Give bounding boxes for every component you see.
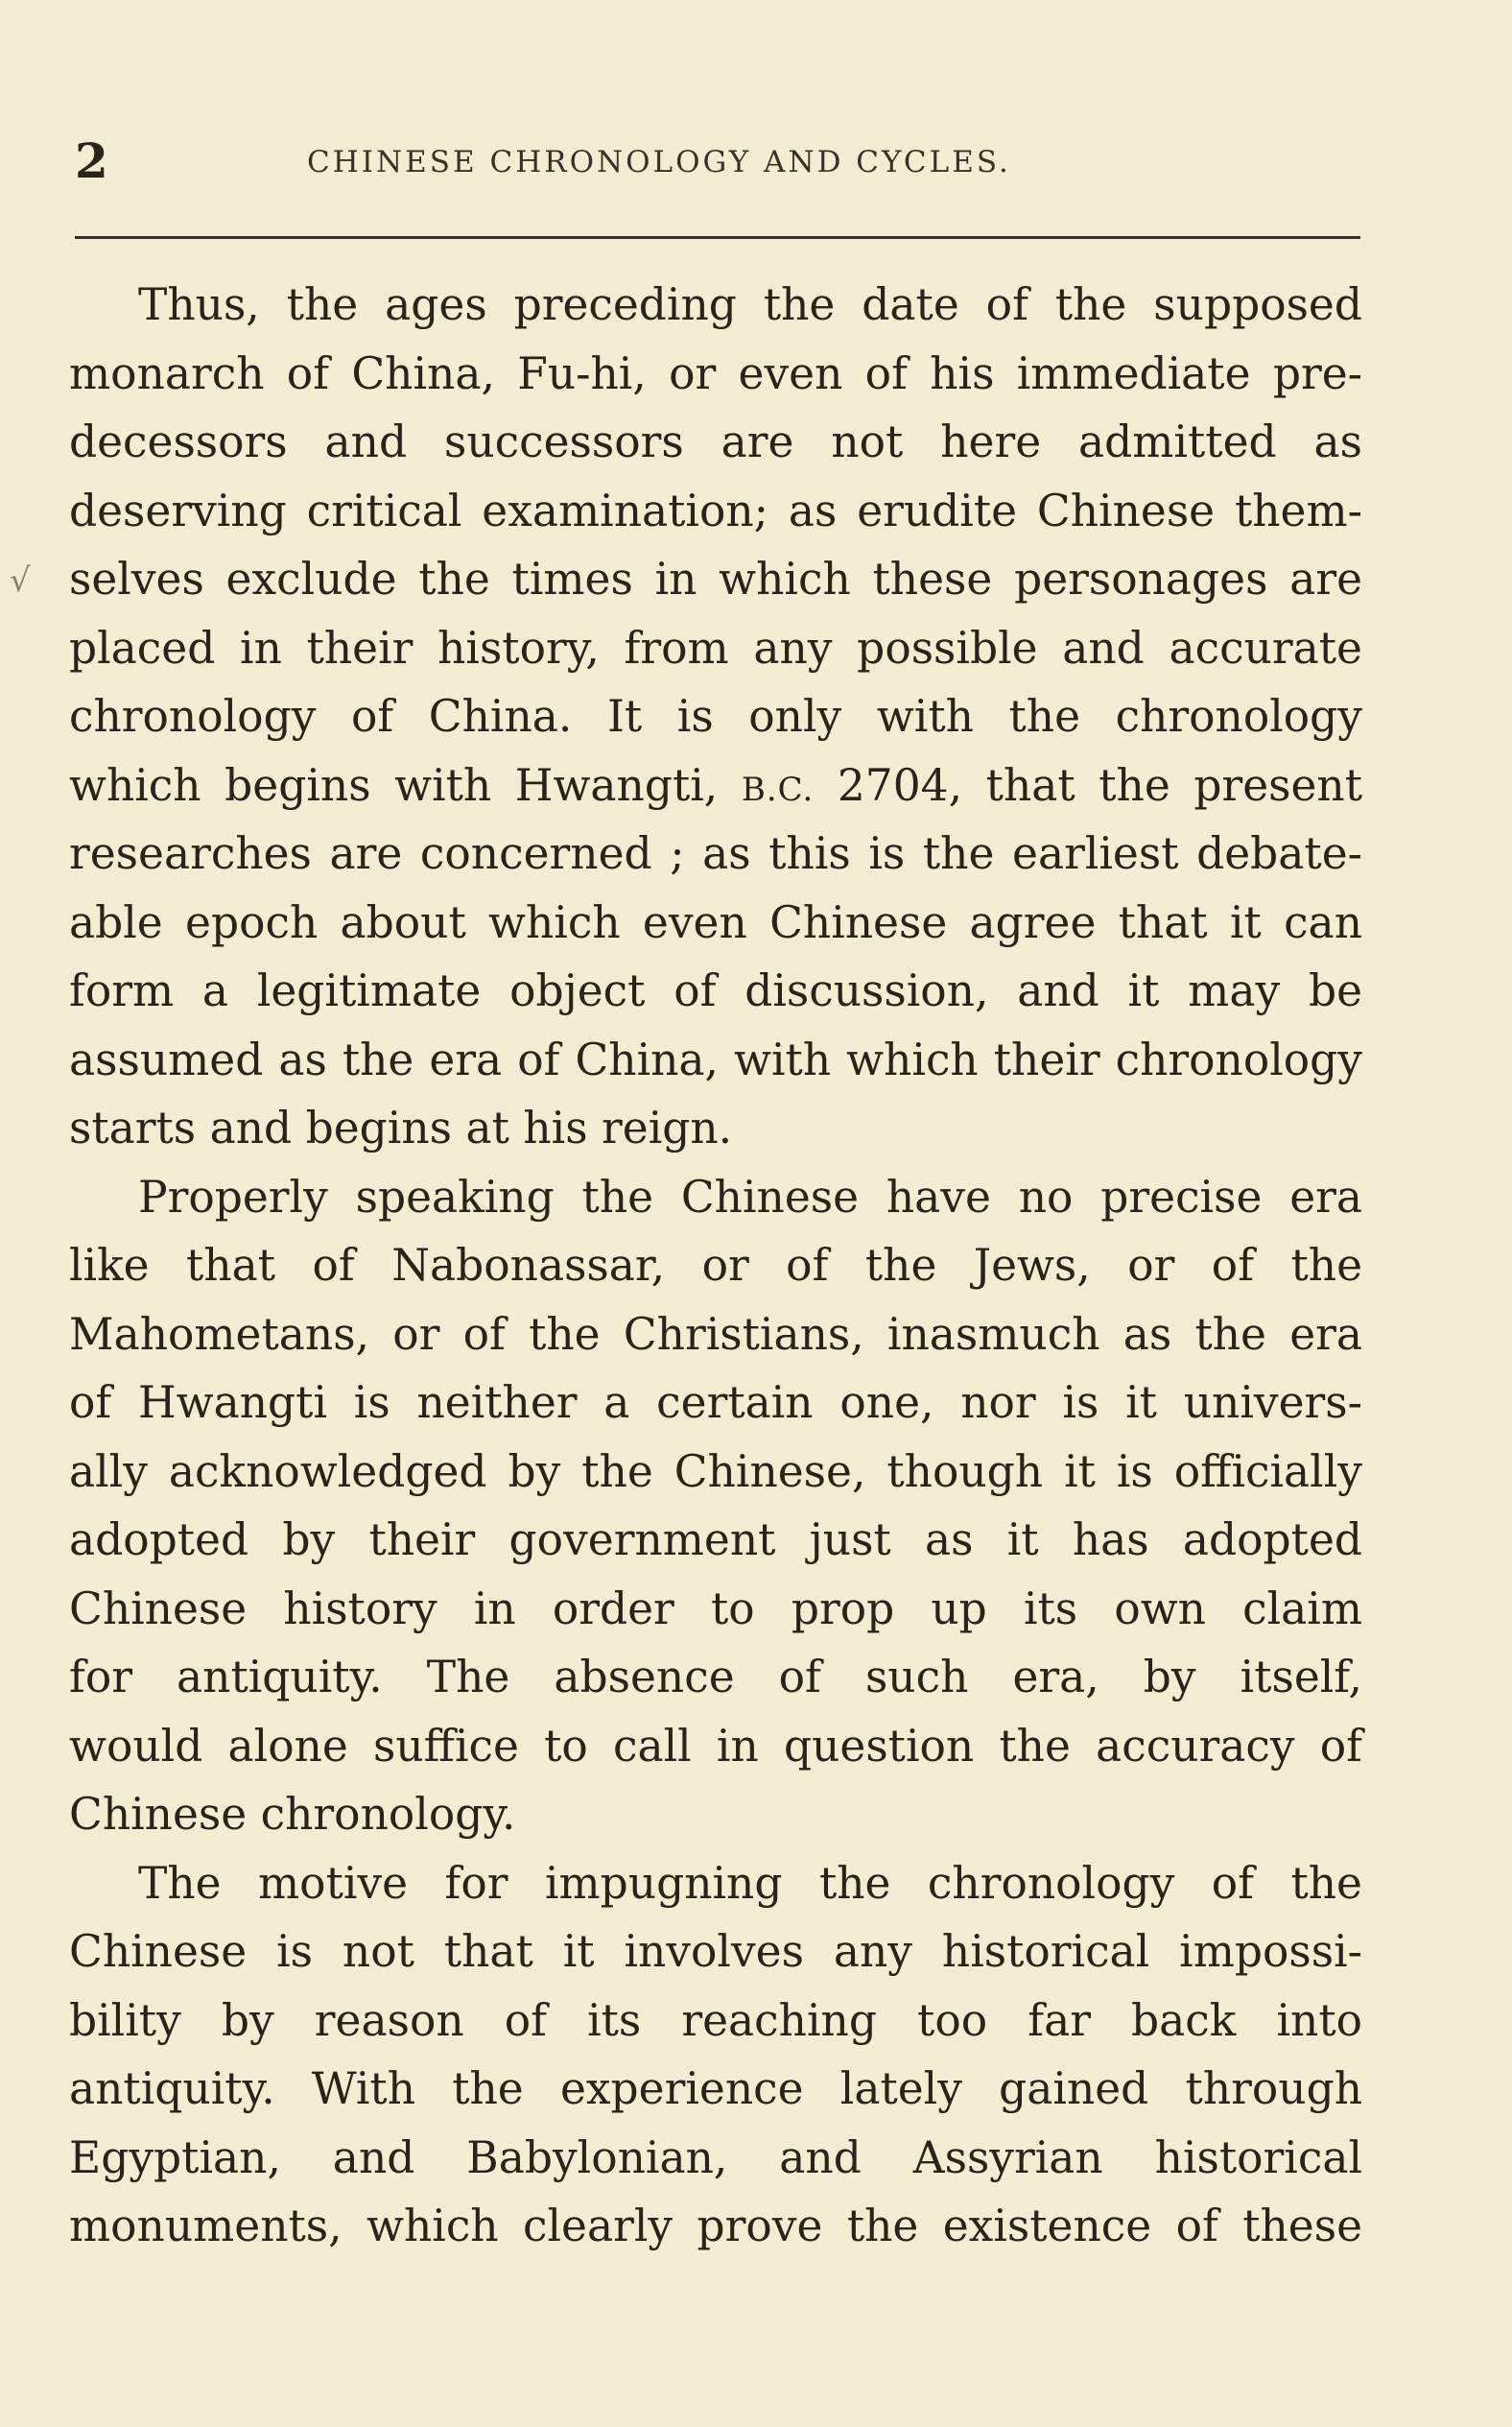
- text-line: selves exclude the times in which these personages are: [69, 554, 1362, 605]
- text-line: assumed as the era of China, with which their chronology: [69, 1034, 1362, 1085]
- text-line: Chinese chronology.: [69, 1789, 516, 1840]
- text-line: antiquity. With the experience lately gained through: [69, 2063, 1362, 2114]
- text-line: Chinese history in order to prop up its own claim: [69, 1582, 1362, 1634]
- text-line: able epoch about which even Chinese agree that it can: [69, 896, 1362, 948]
- text-line: decessors and successors are not here admitted as: [69, 416, 1362, 467]
- text-line: monarch of China, Fu-hi, or even of his immediate pre-: [69, 347, 1362, 399]
- text-line: starts and begins at his reign.: [69, 1103, 733, 1154]
- text-line: of Hwangti is neither a certain one, nor is it univers-: [69, 1377, 1362, 1428]
- text-line: [69, 751, 1362, 821]
- text-segment: which begins with Hwangti,: [69, 759, 719, 811]
- text-line: deserving critical examination; as erudite Chinese them-: [69, 485, 1362, 536]
- page-number: 2: [75, 132, 108, 189]
- body-text: [69, 271, 1362, 2261]
- text-line: bility by reason of its reaching too far back into: [69, 1994, 1362, 2046]
- text-line: Thus, the ages preceding the date of the supposed: [138, 279, 1362, 330]
- text-line: Properly speaking the Chinese have no precise era: [138, 1171, 1362, 1223]
- page-header: [75, 132, 1360, 190]
- text-line: like that of Nabonassar, or of the Jews, or of the: [69, 1240, 1362, 1291]
- text-line: form a legitimate object of discussion, and it may be: [69, 965, 1362, 1016]
- running-head: CHINESE CHRONOLOGY AND CYCLES.: [307, 145, 1011, 179]
- text-line: Egyptian, and Babylonian, and Assyrian historical: [69, 2131, 1362, 2183]
- text-segment: 2704, that the present: [837, 759, 1362, 811]
- text-line: Chinese is not that it involves any historical impossi-: [69, 1926, 1362, 1977]
- check-mark-icon: √: [10, 561, 31, 600]
- text-line: monuments, which clearly prove the existence of these: [69, 2201, 1362, 2251]
- text-line: chronology of China. It is only with the chronology: [69, 691, 1362, 742]
- header-rule: [75, 236, 1360, 239]
- text-line: adopted by their government just as it has adopted: [69, 1514, 1362, 1565]
- text-line: The motive for impugning the chronology of the: [138, 1857, 1362, 1909]
- text-line: would alone suffice to call in question the accuracy of: [69, 1720, 1362, 1772]
- text-line: Mahometans, or of the Christians, inasmuch as the era: [69, 1308, 1362, 1360]
- text-line: researches are concerned ; as this is the earliest debate-: [69, 828, 1362, 879]
- text-line: ally acknowledged by the Chinese, though it is officially: [69, 1445, 1362, 1497]
- text-line: for antiquity. The absence of such era, by itself,: [69, 1652, 1362, 1702]
- text-line: placed in their history, from any possible and accurate: [69, 622, 1362, 674]
- era-abbreviation: B.C.: [741, 770, 815, 809]
